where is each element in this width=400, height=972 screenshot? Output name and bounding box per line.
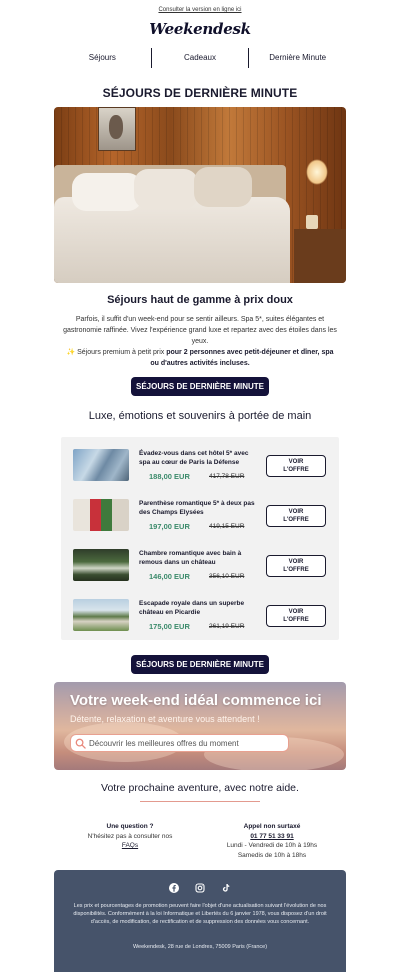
hero-pillow xyxy=(134,169,198,209)
offer-old-price: 417,78 EUR xyxy=(209,473,245,480)
footer xyxy=(54,870,346,972)
view-offer-button[interactable]: VOIR L'OFFRE xyxy=(266,555,326,577)
view-offer-button[interactable]: VOIR L'OFFRE xyxy=(266,505,326,527)
question-text: N'hésitez pas à consulter nos xyxy=(87,832,173,840)
social-links xyxy=(54,880,346,892)
hero-subtitle: Séjours haut de gamme à prix doux xyxy=(107,294,293,306)
nav-item-derniere-minute[interactable]: Dernière Minute xyxy=(248,48,346,68)
company-address: Weekendesk, 28 rue de Londres, 75009 Paris (France) xyxy=(132,944,268,950)
offer-title[interactable]: Escapade royale dans un superbe château en Picardie xyxy=(139,600,245,616)
phone-link[interactable]: 01 77 51 33 91 xyxy=(250,832,294,840)
section-title: Luxe, émotions et souvenirs à portée de main xyxy=(88,410,312,422)
view-online-link[interactable]: Consulter la version en ligne ici xyxy=(158,7,242,13)
last-minute-cta-button[interactable]: SÉJOURS DE DERNIÈRE MINUTE xyxy=(131,377,269,396)
weekendesk-logo[interactable]: Weekendesk xyxy=(149,20,251,38)
hours-week: Lundi - Vendredi de 10h à 19hs xyxy=(226,842,318,849)
search-input[interactable] xyxy=(70,734,289,752)
offer-thumbnail[interactable] xyxy=(73,549,129,581)
phone-block xyxy=(202,822,342,860)
highlight-bold: pour 2 personnes avec petit-déjeuner et dîner, spa ou d'autres activités incluses. xyxy=(150,349,334,367)
offer-title[interactable]: Chambre romantique avec bain à remous dans un château xyxy=(139,550,242,566)
help-title: Votre prochaine aventure, avec notre aide. xyxy=(101,782,299,794)
search-banner xyxy=(54,682,346,770)
tiktok-icon[interactable] xyxy=(221,880,231,890)
intro-text: Parfois, il suffit d'un week-end pour se sentir ailleurs. Spa 5*, suites élégantes et gastronomie raffinée. Vivez l'expérience grand luxe et repartez avec des étoiles dans les yeux. xyxy=(63,316,337,345)
legal-text: Les prix et pourcentages de promotion peuvent faire l'objet d'une actualisation suivant l'évolution de nos disponibilités. Conformément à la loi Informatique et Libertés du 6 janvier 1978, vous disposez d'un droit d'accès, de modification, de rectification et de suppression des données vous concernant. xyxy=(73,903,327,925)
view-offer-button[interactable]: VOIR L'OFFRE xyxy=(266,455,326,477)
offer-price: 146,00 EUR xyxy=(149,572,190,581)
faq-block xyxy=(60,822,200,851)
banner-title: Votre week-end idéal commence ici xyxy=(70,692,322,709)
hero-image[interactable] xyxy=(54,107,346,283)
offer-thumbnail[interactable] xyxy=(73,499,129,531)
hours-saturday: Samedis de 10h à 18hs xyxy=(237,851,307,859)
nav-item-sejours[interactable]: Séjours xyxy=(88,53,116,62)
main-nav xyxy=(54,48,346,68)
offer-item[interactable] xyxy=(61,595,339,635)
sparkle-icon: ✨ xyxy=(66,349,76,356)
instagram-icon[interactable] xyxy=(195,880,205,890)
search-icon xyxy=(75,738,86,749)
offer-old-price: 419,15 EUR xyxy=(209,523,245,530)
last-minute-cta-button-2[interactable]: SÉJOURS DE DERNIÈRE MINUTE xyxy=(131,655,269,674)
facebook-icon[interactable] xyxy=(169,880,179,890)
offer-title[interactable]: Parenthèse romantique 5* à deux pas des Champs Elysées xyxy=(139,500,255,516)
page-title: SÉJOURS DE DERNIÈRE MINUTE xyxy=(102,86,298,100)
intro-paragraph xyxy=(62,314,338,369)
hero-lamp xyxy=(306,159,328,185)
help-divider xyxy=(140,801,260,802)
search-placeholder: Découvrir les meilleures offres du moment xyxy=(89,739,239,748)
offer-price: 197,00 EUR xyxy=(149,522,190,531)
banner-subtitle: Détente, relaxation et aventure vous attendent ! xyxy=(70,714,260,724)
offers-list xyxy=(61,437,339,640)
offer-thumbnail[interactable] xyxy=(73,449,129,481)
hero-nightstand xyxy=(294,229,346,283)
offer-item[interactable] xyxy=(61,545,339,585)
offer-price: 175,00 EUR xyxy=(149,622,190,631)
hero-portrait xyxy=(109,115,123,139)
hero-pillow xyxy=(194,167,252,207)
faq-link[interactable]: FAQs xyxy=(121,842,139,849)
call-header: Appel non surtaxé xyxy=(243,823,301,830)
offer-thumbnail[interactable] xyxy=(73,599,129,631)
offer-item[interactable] xyxy=(61,445,339,485)
offer-title[interactable]: Évadez-vous dans cet hôtel 5* avec spa au cœur de Paris la Défense xyxy=(139,450,249,466)
hero-pillow xyxy=(72,173,142,211)
offer-item[interactable] xyxy=(61,495,339,535)
highlight-prefix: Séjours premium à petit prix xyxy=(75,349,167,356)
question-header: Une question ? xyxy=(106,823,154,830)
offer-price: 188,00 EUR xyxy=(149,472,190,481)
nav-item-cadeaux[interactable]: Cadeaux xyxy=(151,48,249,68)
view-offer-button[interactable]: VOIR L'OFFRE xyxy=(266,605,326,627)
offer-old-price: 261,19 EUR xyxy=(209,623,245,630)
offer-old-price: 356,10 EUR xyxy=(209,573,245,580)
hero-cup xyxy=(306,215,318,229)
